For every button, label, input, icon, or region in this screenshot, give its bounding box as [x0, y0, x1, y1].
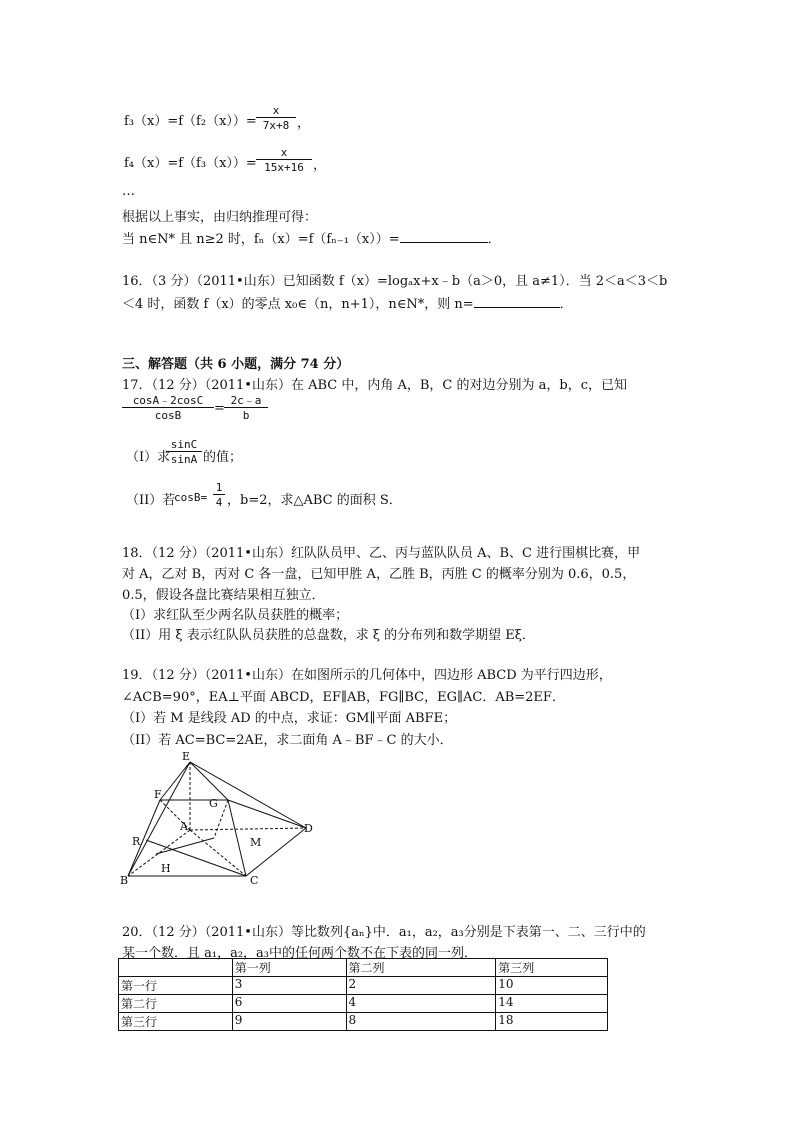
q19-part2: （II）若 AC=BC=2AE，求二面角 A﹣BF﹣C 的大小． [122, 733, 453, 748]
edge-AD [190, 828, 306, 830]
edge-GC [228, 800, 246, 876]
fraction-bar [122, 407, 214, 408]
table-cell: 18 [496, 1013, 608, 1031]
q15-f4-left: f₄（x）=f（f₃（x））= [124, 156, 257, 171]
fraction-bar [224, 407, 268, 408]
q19-line1: 19．（12 分）（2011•山东）在如图所示的几何体中，四边形 ABCD 为平行四边形， [122, 668, 612, 683]
table-row [119, 1013, 608, 1031]
q17-part1-fraction [166, 438, 202, 466]
table-row [119, 977, 608, 995]
table-cell: 3 [232, 977, 346, 995]
q17-part2-numerator: 1 [215, 481, 223, 494]
label-C: C [250, 874, 259, 887]
q17-part1-prefix: （I）求 [126, 450, 171, 465]
q15-f4-tail: ， [313, 158, 327, 173]
label-E: E [182, 750, 191, 763]
q15-conclusion-line [122, 228, 501, 247]
q16-line1: 16．（3 分）（2011•山东）已知函数 f（x）=logₐx+x﹣b（a＞0，且 a≠1）．当 2＜a＜3＜b [122, 274, 668, 289]
q15-f3-fraction [256, 104, 296, 132]
q15-f4-fraction [256, 146, 312, 174]
table-header-cell: 第三列 [496, 959, 608, 977]
q15-f3-tail: ， [297, 116, 311, 131]
q17-part2-suffix: ，b=2，求△ABC 的面积 S． [227, 493, 402, 508]
answer-blank [400, 242, 488, 243]
edge-ED [190, 762, 306, 828]
q19-solid-figure [116, 750, 326, 890]
table-cell: 9 [232, 1013, 346, 1031]
q17-part2-denominator: 4 [215, 496, 223, 509]
label-F: F [154, 788, 162, 801]
fraction-bar [256, 159, 312, 160]
section-title-solutions: 三、解答题（共 6 小题，满分 74 分） [122, 357, 350, 372]
fraction-bar [213, 494, 225, 495]
q17-lhs-numerator: cosA﹣2cosC [132, 394, 204, 407]
label-H: H [161, 862, 171, 875]
table-cell: 第二行 [119, 995, 233, 1013]
label-A: A [180, 820, 188, 833]
table-cell: 4 [346, 995, 496, 1013]
table-cell: 14 [496, 995, 608, 1013]
q17-rhs-fraction [224, 394, 268, 422]
label-B: B [120, 874, 129, 887]
q18-part2: （II）用 ξ 表示红队队员获胜的总盘数，求 ξ 的分布列和数学期望 Eξ． [122, 628, 535, 643]
q17-part2-prefix: （II）若 [126, 493, 176, 508]
q17-part1-suffix: 的值； [203, 450, 243, 465]
q19-part1: （I）若 M 是线段 AD 的中点，求证：GM∥平面 ABFE； [122, 711, 457, 726]
table-cell: 第三行 [119, 1013, 233, 1031]
q18-line2: 对 A，乙对 B，丙对 C 各一盘，已知甲胜 A，乙胜 B，丙胜 C 的概率分别为 0.6，0.5， [122, 567, 636, 582]
edge-AC [190, 830, 246, 876]
table-cell: 8 [346, 1013, 496, 1031]
table-cell: 第一行 [119, 977, 233, 995]
q17-lhs-fraction [122, 394, 214, 422]
table-cell: 10 [496, 977, 608, 995]
q15-ellipsis: … [122, 184, 135, 199]
edge-EF [160, 762, 190, 800]
q16-line2-end: ． [559, 297, 573, 312]
edge-EG [190, 762, 228, 800]
table-header-cell: 第一列 [232, 959, 346, 977]
q15-conclusion-end: ． [487, 232, 501, 247]
table-header-cell: 第二列 [346, 959, 496, 977]
q17-rhs-denominator: b [242, 409, 250, 422]
q17-equals: = [214, 401, 225, 416]
label-D: D [304, 822, 313, 835]
q20-line1: 20．（12 分）（2011•山东）等比数列{aₙ}中．a₁，a₂，a₃分别是下表第一、二、三行中的 [122, 925, 646, 940]
q15-f3-line [124, 110, 257, 129]
table-cell: 6 [232, 995, 346, 1013]
q15-f3-numerator: x [272, 104, 280, 117]
q18-line1: 18．（12 分）（2011•山东）红队队员甲、乙、丙与蓝队队员 A、B、C 进行围棋比赛，甲 [122, 546, 641, 561]
answer-blank [474, 307, 560, 308]
q20-table [118, 958, 608, 1031]
q15-f4-numerator: x [280, 146, 288, 159]
edge-BE [128, 762, 190, 876]
q17-part1-numerator: sinC [170, 438, 198, 451]
edge-HM [156, 838, 214, 854]
table-header-cell [119, 959, 233, 977]
q18-part1: （I）求红队至少两名队员获胜的概率； [122, 608, 349, 623]
q17-part2-cos: cosB= [174, 491, 208, 504]
q17-line1: 17．（12 分）（2011•山东）在 ABC 中，内角 A，B，C 的对边分别为 a，b，c，已知 [122, 378, 628, 393]
table-cell: 2 [346, 977, 496, 995]
q17-lhs-denominator: cosB [154, 409, 182, 422]
q15-f3-left: f₃（x）=f（f₂（x））= [124, 114, 257, 129]
label-R: R [132, 835, 141, 848]
q16-line2: ＜4 时，函数 f（x）的零点 x₀∈（n，n+1），n∈N*，则 n= [122, 297, 474, 312]
q15-f3-denominator: 7x+8 [262, 119, 290, 132]
q17-part2-fraction [213, 481, 225, 509]
q19-line2: ∠ACB=90°，EA⊥平面 ABCD，EF∥AB，FG∥BC，EG∥AC．AB=2EF． [122, 690, 565, 705]
table-header-row [119, 959, 608, 977]
q16-line2-wrap [122, 293, 573, 312]
table-row [119, 995, 608, 1013]
q15-induction-text: 根据以上事实，由归纳推理可得： [122, 210, 318, 225]
q17-part1-denominator: sinA [170, 453, 198, 466]
q17-rhs-numerator: 2c﹣a [230, 394, 262, 407]
q15-f4-line [124, 152, 257, 171]
q15-conclusion-text: 当 n∈N* 且 n≥2 时，fₙ（x）=f（fₙ₋₁（x））= [122, 232, 400, 247]
label-M: M [250, 836, 262, 849]
q18-line3: 0.5，假设各盘比赛结果相互独立． [122, 588, 325, 603]
fraction-bar [166, 451, 202, 452]
q15-f4-denominator: 15x+16 [264, 161, 304, 174]
label-G: G [209, 797, 218, 810]
q20-line2: 某一个数．且 a₁，a₂，a₃中的任何两个数不在下表的同一列． [122, 946, 478, 961]
edge-GD [228, 800, 306, 828]
fraction-bar [256, 117, 296, 118]
